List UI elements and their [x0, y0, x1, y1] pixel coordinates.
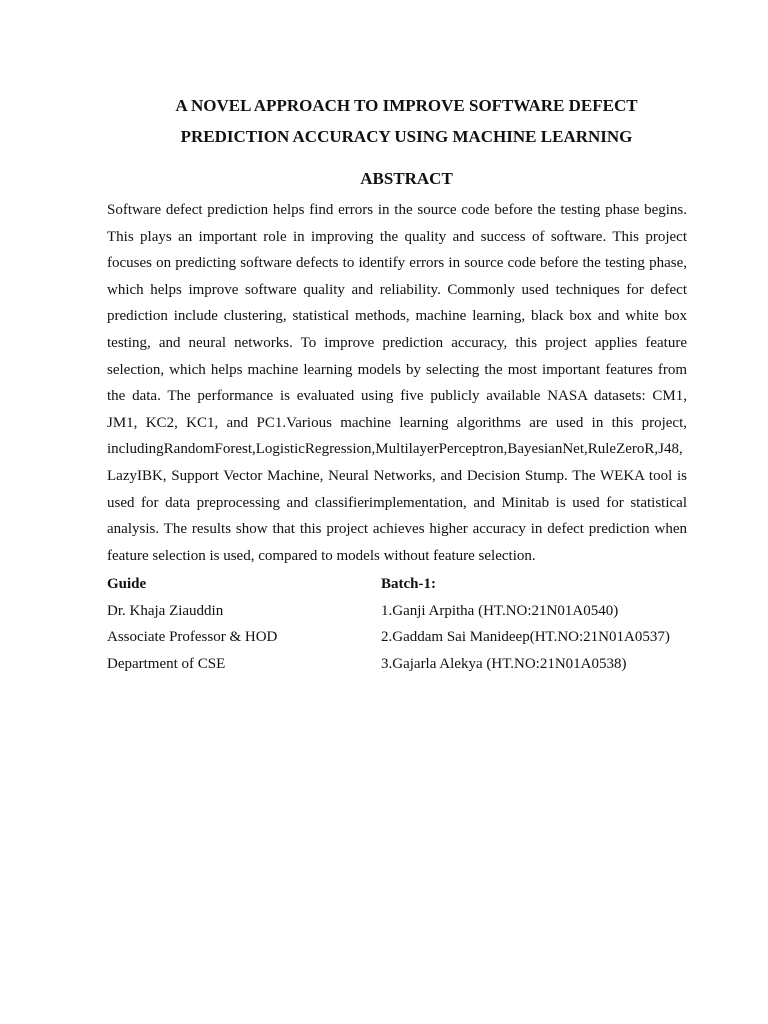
abstract-line: testing, and neural networks. To improve prediction accuracy, this project applies feature: [107, 334, 687, 351]
abstract-line: the data. The performance is evaluated using five publicly available NASA datasets: CM1,: [107, 388, 687, 405]
batch-member: 1.Ganji Arpitha (HT.NO:21N01A0540): [381, 602, 619, 619]
credits-heading-row: [107, 571, 687, 598]
abstract-line: selection, which helps machine learning models by selecting the most important features from: [107, 361, 687, 378]
abstract-line: focuses on predicting software defects to identify errors in source code before the testing phase,: [107, 255, 687, 272]
credits-row: [107, 624, 687, 651]
credits-row: [107, 598, 687, 625]
guide-heading: Guide: [107, 576, 147, 592]
abstract-line: feature selection is used, compared to models without feature selection.: [107, 547, 536, 564]
abstract-line: used for data preprocessing and classifierimplementation, and Minitab is used for statistical: [107, 494, 687, 511]
title-line-1: A NOVEL APPROACH TO IMPROVE SOFTWARE DEFECT: [175, 96, 638, 115]
credits-row: [107, 651, 687, 678]
abstract-line: which helps improve software quality and reliability. Commonly used techniques for defect: [107, 281, 687, 298]
abstract-line: Software defect prediction helps find errors in the source code before the testing phase begins.: [107, 202, 687, 218]
credits-section: [107, 571, 687, 677]
abstract-line: JM1, KC2, KC1, and PC1.Various machine learning algorithms are used in this project,: [107, 414, 687, 431]
abstract-line: includingRandomForest,LogisticRegression,MultilayerPerceptron,BayesianNet,RuleZeroR,J48,: [107, 441, 683, 458]
title-line-2: PREDICTION ACCURACY USING MACHINE LEARNING: [180, 127, 633, 146]
guide-designation: Associate Professor & HOD: [107, 629, 278, 646]
guide-department: Department of CSE: [107, 655, 226, 672]
batch-heading: Batch-1:: [381, 576, 436, 592]
batch-member: 2.Gaddam Sai Manideep(HT.NO:21N01A0537): [381, 629, 670, 646]
abstract-heading: ABSTRACT: [360, 169, 453, 188]
abstract-line: This plays an important role in improving the quality and success of software. This project: [107, 228, 687, 245]
abstract-body: [107, 197, 687, 569]
abstract-line: prediction include clustering, statistical methods, machine learning, black box and white box: [107, 308, 687, 325]
abstract-line: analysis. The results show that this project achieves higher accuracy in defect prediction when: [107, 521, 687, 538]
batch-member: 3.Gajarla Alekya (HT.NO:21N01A0538): [381, 655, 627, 672]
guide-name: Dr. Khaja Ziauddin: [107, 602, 224, 619]
abstract-line: LazyIBK, Support Vector Machine, Neural Networks, and Decision Stump. The WEKA tool is: [107, 467, 687, 484]
